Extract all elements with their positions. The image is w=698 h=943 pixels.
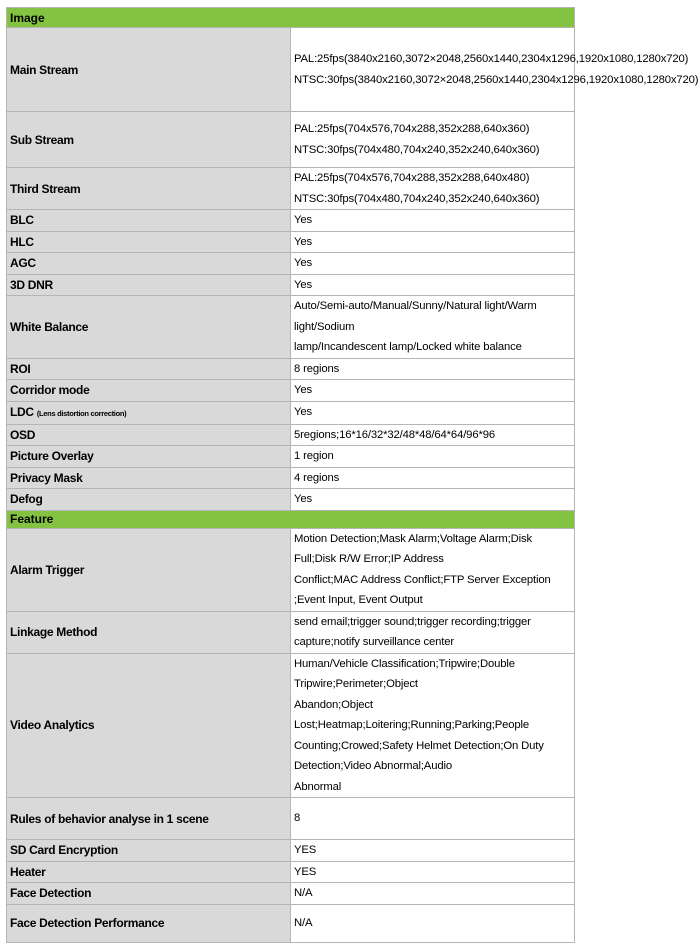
spec-value-line: 8 regions xyxy=(294,362,340,375)
spec-label xyxy=(7,904,291,942)
spec-label xyxy=(7,467,291,489)
spec-label-text: Privacy Mask xyxy=(10,470,83,485)
spec-value-line: NTSC:30fps(704x480,704x240,352x240,640x360) xyxy=(294,192,540,205)
spec-value-line: Abnormal xyxy=(294,780,342,793)
spec-row xyxy=(7,401,575,424)
spec-value xyxy=(291,467,575,489)
spec-row xyxy=(7,446,575,468)
spec-label xyxy=(7,358,291,380)
spec-value xyxy=(291,446,575,468)
spec-value-line: Conflict;MAC Address Conflict;FTP Server Exception ;Event Input, Event Output xyxy=(294,573,551,606)
spec-label-text: Face Detection xyxy=(10,886,92,901)
spec-label-text: Picture Overlay xyxy=(10,449,94,464)
spec-row xyxy=(7,253,575,275)
spec-row xyxy=(7,210,575,232)
spec-row xyxy=(7,358,575,380)
spec-label-text: White Balance xyxy=(10,319,89,334)
spec-row xyxy=(7,296,575,359)
spec-label-text: Sub Stream xyxy=(10,132,74,147)
spec-value-line: Yes xyxy=(294,384,312,396)
spec-value-line: Human/Vehicle Classification;Tripwire;Double Tripwire;Perimeter;Object xyxy=(294,657,515,690)
spec-label-text: Face Detection Performance xyxy=(10,916,165,930)
spec-label-note: (Lens distortion correction) xyxy=(36,408,127,418)
spec-value-line: N/A xyxy=(294,887,313,899)
spec-value-line: lamp/Incandescent lamp/Locked white balance xyxy=(294,341,522,353)
spec-label xyxy=(7,28,291,112)
spec-value xyxy=(291,424,575,446)
spec-label xyxy=(7,798,291,840)
spec-row xyxy=(7,840,575,862)
spec-value-line: capture;notify surveillance center xyxy=(294,636,455,648)
section-header-row xyxy=(7,8,575,28)
spec-value xyxy=(291,210,575,232)
section-title: Image xyxy=(7,8,575,28)
spec-label xyxy=(7,489,291,511)
spec-value xyxy=(291,904,575,942)
spec-value xyxy=(291,611,575,653)
spec-label xyxy=(7,401,291,424)
spec-label xyxy=(7,446,291,468)
spec-label xyxy=(7,380,291,402)
spec-value-line: send email;trigger sound;trigger recording;trigger xyxy=(294,615,531,628)
spec-value-line: NTSC:30fps(704x480,704x240,352x240,640x360) xyxy=(294,143,540,156)
spec-label-text: Main Stream xyxy=(10,62,79,77)
spec-value xyxy=(291,253,575,275)
spec-label-text: Third Stream xyxy=(10,181,81,196)
spec-value-line: NTSC:30fps(3840x2160,3072×2048,2560x1440,2304x1296,1920x1080,1280x720) xyxy=(294,73,698,86)
spec-value-line: Yes xyxy=(294,406,312,419)
spec-label-text: Alarm Trigger xyxy=(10,562,85,577)
spec-value xyxy=(291,358,575,380)
spec-label-text: LDC xyxy=(10,404,34,419)
spec-row xyxy=(7,274,575,296)
spec-table-body xyxy=(7,8,698,943)
spec-label-text: SD Card Encryption xyxy=(10,843,118,858)
section-header-row xyxy=(7,510,575,528)
spec-value xyxy=(291,28,698,112)
spec-value-line: N/A xyxy=(294,916,313,929)
spec-value-line: Yes xyxy=(294,278,312,291)
spec-label-text: Defog xyxy=(10,492,43,507)
spec-value xyxy=(291,489,575,511)
spec-table xyxy=(6,7,698,943)
spec-row xyxy=(7,883,575,905)
spec-row xyxy=(7,861,575,883)
spec-value-line: 4 regions xyxy=(294,471,340,484)
spec-label-text: Heater xyxy=(10,864,46,879)
spec-value xyxy=(291,168,575,210)
section-title: Feature xyxy=(7,510,575,528)
spec-value-line: Counting;Crowed;Safety Helmet Detection;On Duty Detection;Video Abnormal;Audio xyxy=(294,739,544,772)
spec-value-line: YES xyxy=(294,865,317,878)
spec-row xyxy=(7,424,575,446)
spec-row xyxy=(7,380,575,402)
spec-label-text: OSD xyxy=(10,427,36,442)
spec-value-line: Yes xyxy=(294,493,312,505)
spec-row xyxy=(7,653,575,798)
spec-label xyxy=(7,653,291,798)
spec-value-line: 1 region xyxy=(294,450,334,462)
spec-value-line: Motion Detection;Mask Alarm;Voltage Alarm;Disk Full;Disk R/W Error;IP Address xyxy=(294,532,532,565)
spec-row xyxy=(7,528,575,611)
spec-value-line: 8 xyxy=(294,812,301,825)
spec-row xyxy=(7,28,575,112)
spec-label-text: Video Analytics xyxy=(10,718,95,733)
spec-label-text: ROI xyxy=(10,361,31,376)
spec-label-text: 3D DNR xyxy=(10,277,53,292)
spec-label xyxy=(7,112,291,168)
spec-value-line: 5regions;16*16/32*32/48*48/64*64/96*96 xyxy=(294,428,495,441)
spec-value xyxy=(291,274,575,296)
spec-value-line: PAL:25fps(704x576,704x288,352x288,640x360) xyxy=(294,123,530,135)
spec-value-line: YES xyxy=(294,844,317,856)
spec-label xyxy=(7,231,291,253)
spec-label xyxy=(7,611,291,653)
spec-label-text: Linkage Method xyxy=(10,625,98,639)
spec-row xyxy=(7,231,575,253)
spec-row xyxy=(7,467,575,489)
spec-label-text: Rules of behavior analyse in 1 scene xyxy=(10,811,209,826)
spec-label xyxy=(7,861,291,883)
spec-label-text: Corridor mode xyxy=(10,383,90,398)
spec-value xyxy=(291,112,575,168)
spec-value-line: PAL:25fps(3840x2160,3072×2048,2560x1440,2304x1296,1920x1080,1280x720) xyxy=(294,53,689,65)
spec-value xyxy=(291,296,575,359)
spec-value xyxy=(291,861,575,883)
spec-label xyxy=(7,210,291,232)
spec-value xyxy=(291,380,575,402)
spec-row xyxy=(7,168,575,210)
spec-label xyxy=(7,883,291,905)
spec-value xyxy=(291,883,575,905)
spec-row xyxy=(7,904,575,942)
spec-label xyxy=(7,253,291,275)
spec-label-text: BLC xyxy=(10,213,34,228)
spec-row xyxy=(7,112,575,168)
spec-value-line: Auto/Semi-auto/Manual/Sunny/Natural light/Warm light/Sodium xyxy=(294,300,537,333)
spec-value-line: Abandon;Object Lost;Heatmap;Loitering;Running;Parking;People xyxy=(294,698,530,731)
spec-value-line: Yes xyxy=(294,235,312,248)
spec-value xyxy=(291,798,575,840)
spec-row xyxy=(7,798,575,840)
spec-value-line: PAL:25fps(704x576,704x288,352x288,640x480) xyxy=(294,172,530,184)
spec-label-text: HLC xyxy=(10,234,34,249)
spec-label xyxy=(7,528,291,611)
spec-value xyxy=(291,528,575,611)
spec-label xyxy=(7,296,291,359)
spec-value xyxy=(291,401,575,424)
spec-label xyxy=(7,274,291,296)
spec-value-line: Yes xyxy=(294,257,312,269)
spec-row xyxy=(7,489,575,511)
spec-row xyxy=(7,611,575,653)
spec-label xyxy=(7,424,291,446)
spec-label xyxy=(7,840,291,862)
spec-value xyxy=(291,231,575,253)
spec-value xyxy=(291,653,575,798)
spec-label xyxy=(7,168,291,210)
spec-label-text: AGC xyxy=(10,256,36,271)
spec-value-line: Yes xyxy=(294,214,312,226)
spec-value xyxy=(291,840,575,862)
